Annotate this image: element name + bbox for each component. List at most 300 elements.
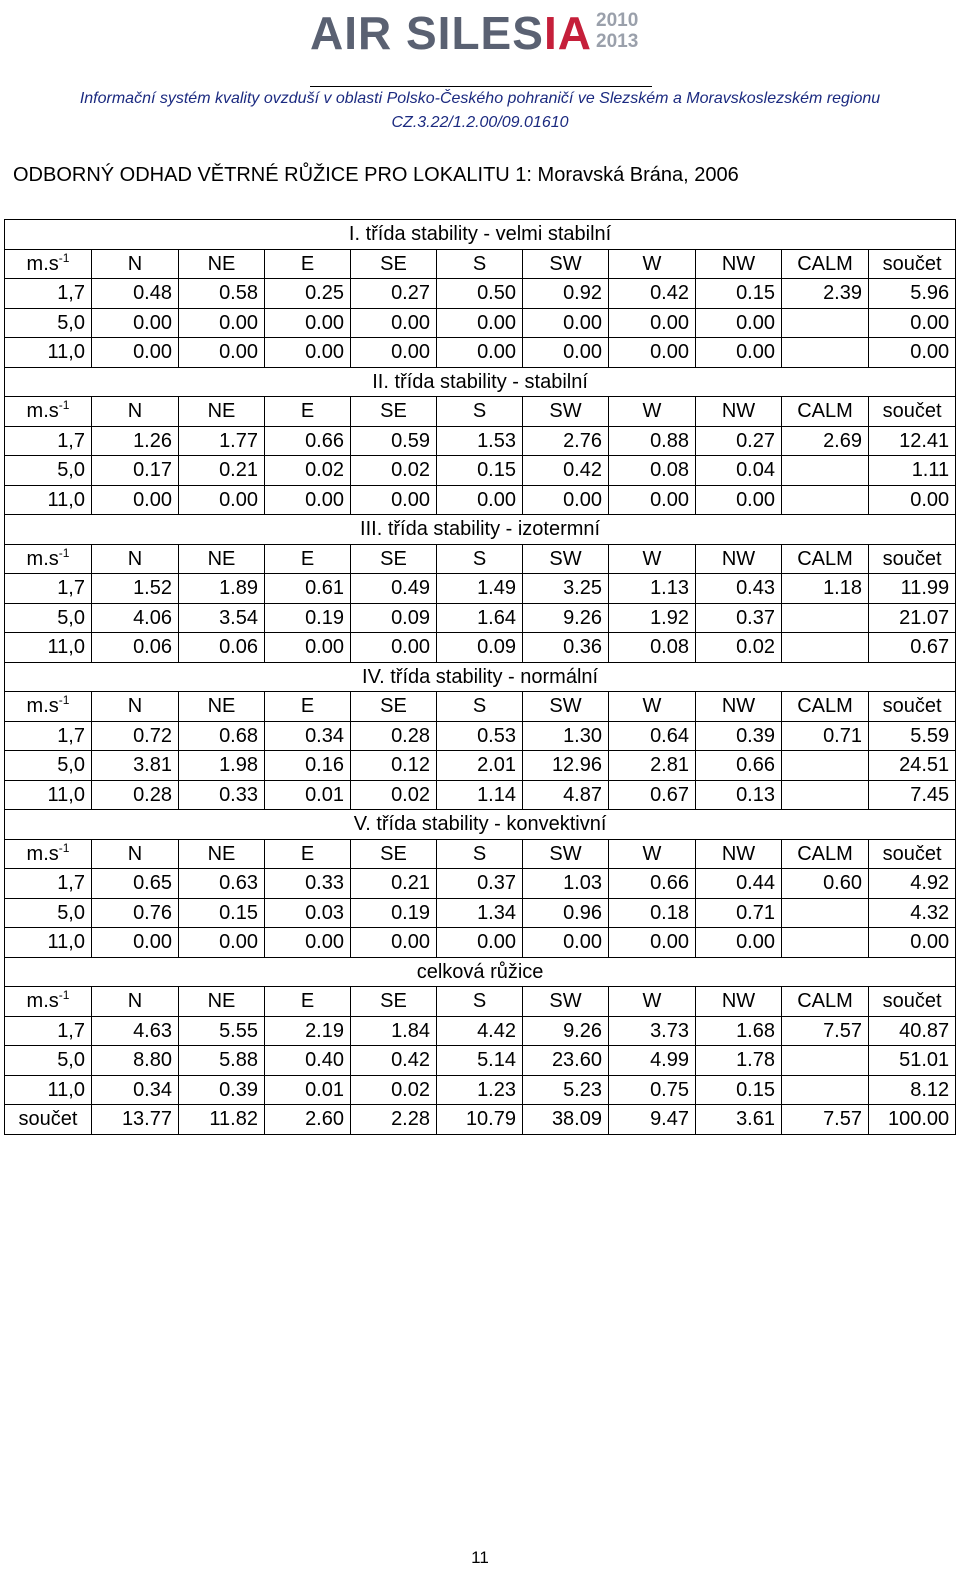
value-cell-sum: 7.45 (869, 780, 956, 810)
value-cell-calm: 0.60 (782, 869, 869, 899)
value-cell-calm (782, 485, 869, 515)
unit-header (5, 544, 92, 574)
column-header-sum: součet (869, 692, 956, 722)
column-header-calm: CALM (782, 249, 869, 279)
value-cell-sw: 0.92 (523, 279, 609, 309)
logo-name-part2: IA (543, 7, 592, 59)
value-cell-sw: 0.00 (523, 928, 609, 958)
value-cell-se: 0.49 (351, 574, 437, 604)
value-cell-sum: 11.99 (869, 574, 956, 604)
unit-header (5, 692, 92, 722)
column-header-sw: SW (523, 544, 609, 574)
section-title: II. třída stability - stabilní (5, 367, 956, 397)
column-header-s: S (437, 397, 523, 427)
value-cell-s: 1.49 (437, 574, 523, 604)
column-header-calm: CALM (782, 987, 869, 1017)
value-cell-s: 0.53 (437, 721, 523, 751)
column-header-sum: součet (869, 544, 956, 574)
value-cell-e: 2.60 (265, 1105, 351, 1135)
value-cell-s: 1.53 (437, 426, 523, 456)
value-cell-se: 0.00 (351, 338, 437, 368)
column-header-s: S (437, 544, 523, 574)
value-cell-sw: 4.87 (523, 780, 609, 810)
value-cell-sum: 8.12 (869, 1075, 956, 1105)
column-header-se: SE (351, 839, 437, 869)
column-header-s: S (437, 692, 523, 722)
value-cell-se: 0.19 (351, 898, 437, 928)
value-cell-w: 0.00 (609, 338, 696, 368)
value-cell-nw: 3.61 (696, 1105, 782, 1135)
column-header-n: N (92, 544, 179, 574)
column-header-row (5, 249, 956, 279)
unit-exponent: -1 (58, 250, 70, 265)
value-cell-s: 2.01 (437, 751, 523, 781)
value-cell-nw: 0.66 (696, 751, 782, 781)
column-header-sw: SW (523, 249, 609, 279)
value-cell-n: 13.77 (92, 1105, 179, 1135)
value-cell-sum: 24.51 (869, 751, 956, 781)
value-cell-n: 0.17 (92, 456, 179, 486)
table-row-row-5-0 (5, 1046, 956, 1076)
column-header-row (5, 839, 956, 869)
table-row-row-11-0 (5, 1075, 956, 1105)
value-cell-n: 0.34 (92, 1075, 179, 1105)
value-cell-sw: 0.42 (523, 456, 609, 486)
value-cell-calm: 0.71 (782, 721, 869, 751)
value-cell-sum: 0.67 (869, 633, 956, 663)
value-cell-w: 0.88 (609, 426, 696, 456)
column-header-se: SE (351, 987, 437, 1017)
value-cell-e: 0.00 (265, 485, 351, 515)
column-header-n: N (92, 692, 179, 722)
column-header-s: S (437, 987, 523, 1017)
value-cell-s: 4.42 (437, 1016, 523, 1046)
value-cell-sum: 0.00 (869, 485, 956, 515)
column-header-nw: NW (696, 987, 782, 1017)
column-header-e: E (265, 249, 351, 279)
value-cell-e: 0.25 (265, 279, 351, 309)
value-cell-nw: 0.02 (696, 633, 782, 663)
value-cell-calm (782, 308, 869, 338)
value-cell-s: 0.09 (437, 633, 523, 663)
wind-speed-cell: 1,7 (5, 721, 92, 751)
section-title-row (5, 957, 956, 987)
column-header-sum: součet (869, 987, 956, 1017)
section-title-row (5, 662, 956, 692)
value-cell-ne: 0.00 (179, 338, 265, 368)
section-title: V. třída stability - konvektivní (5, 810, 956, 840)
value-cell-s: 10.79 (437, 1105, 523, 1135)
value-cell-ne: 0.58 (179, 279, 265, 309)
value-cell-ne: 0.33 (179, 780, 265, 810)
value-cell-se: 0.00 (351, 928, 437, 958)
value-cell-nw: 1.78 (696, 1046, 782, 1076)
wind-speed-cell: 5,0 (5, 456, 92, 486)
value-cell-n: 0.76 (92, 898, 179, 928)
page-number: 11 (471, 1548, 489, 1567)
column-header-sum: součet (869, 397, 956, 427)
table-row-row-11-0 (5, 780, 956, 810)
value-cell-nw: 0.71 (696, 898, 782, 928)
column-header-n: N (92, 987, 179, 1017)
value-cell-w: 4.99 (609, 1046, 696, 1076)
wind-speed-cell: součet (5, 1105, 92, 1135)
wind-speed-cell: 11,0 (5, 780, 92, 810)
column-header-sw: SW (523, 987, 609, 1017)
value-cell-ne: 0.63 (179, 869, 265, 899)
value-cell-ne: 3.54 (179, 603, 265, 633)
value-cell-sum: 100.00 (869, 1105, 956, 1135)
value-cell-w: 0.75 (609, 1075, 696, 1105)
value-cell-sum: 51.01 (869, 1046, 956, 1076)
column-header-nw: NW (696, 397, 782, 427)
value-cell-sum: 21.07 (869, 603, 956, 633)
table-row-row-5-0 (5, 751, 956, 781)
value-cell-sum: 40.87 (869, 1016, 956, 1046)
value-cell-ne: 0.21 (179, 456, 265, 486)
value-cell-sw: 5.23 (523, 1075, 609, 1105)
value-cell-w: 0.00 (609, 928, 696, 958)
value-cell-e: 0.00 (265, 928, 351, 958)
value-cell-n: 3.81 (92, 751, 179, 781)
unit-label: m.s (26, 842, 59, 865)
value-cell-calm (782, 633, 869, 663)
value-cell-ne: 1.89 (179, 574, 265, 604)
value-cell-nw: 0.00 (696, 308, 782, 338)
wind-speed-cell: 5,0 (5, 751, 92, 781)
value-cell-calm (782, 456, 869, 486)
value-cell-s: 1.64 (437, 603, 523, 633)
value-cell-n: 0.00 (92, 308, 179, 338)
value-cell-calm (782, 603, 869, 633)
value-cell-w: 0.42 (609, 279, 696, 309)
section-title: IV. třída stability - normální (5, 662, 956, 692)
wind-speed-cell: 11,0 (5, 928, 92, 958)
column-header-w: W (609, 397, 696, 427)
value-cell-sum: 4.92 (869, 869, 956, 899)
value-cell-sum: 5.59 (869, 721, 956, 751)
value-cell-sum: 0.00 (869, 928, 956, 958)
value-cell-e: 0.02 (265, 456, 351, 486)
column-header-sum: součet (869, 839, 956, 869)
value-cell-sw: 3.25 (523, 574, 609, 604)
value-cell-n: 4.63 (92, 1016, 179, 1046)
value-cell-ne: 0.00 (179, 928, 265, 958)
value-cell-s: 0.00 (437, 308, 523, 338)
value-cell-n: 1.52 (92, 574, 179, 604)
logo-years (596, 10, 638, 52)
column-header-n: N (92, 839, 179, 869)
wind-speed-cell: 5,0 (5, 898, 92, 928)
table-row-row-5-0 (5, 456, 956, 486)
column-header-ne: NE (179, 397, 265, 427)
column-header-calm: CALM (782, 839, 869, 869)
value-cell-e: 0.00 (265, 338, 351, 368)
table-row-row-11-0 (5, 633, 956, 663)
column-header-e: E (265, 544, 351, 574)
value-cell-nw: 0.27 (696, 426, 782, 456)
column-header-n: N (92, 249, 179, 279)
value-cell-n: 0.06 (92, 633, 179, 663)
value-cell-e: 0.61 (265, 574, 351, 604)
value-cell-e: 0.34 (265, 721, 351, 751)
value-cell-nw: 1.68 (696, 1016, 782, 1046)
wind-speed-cell: 11,0 (5, 485, 92, 515)
value-cell-se: 0.00 (351, 485, 437, 515)
value-cell-sw: 23.60 (523, 1046, 609, 1076)
value-cell-n: 0.65 (92, 869, 179, 899)
document-title: ODBORNÝ ODHAD VĚTRNÉ RŮŽICE PRO LOKALITU 1: Moravská Brána, 2006 (13, 164, 739, 186)
wind-speed-cell: 5,0 (5, 603, 92, 633)
value-cell-s: 0.50 (437, 279, 523, 309)
value-cell-nw: 0.04 (696, 456, 782, 486)
wind-speed-cell: 1,7 (5, 1016, 92, 1046)
column-header-sw: SW (523, 397, 609, 427)
value-cell-nw: 0.15 (696, 279, 782, 309)
value-cell-nw: 0.00 (696, 928, 782, 958)
value-cell-sum: 4.32 (869, 898, 956, 928)
unit-exponent: -1 (58, 398, 70, 413)
logo-name-part1: AIR SILES (310, 7, 544, 59)
value-cell-e: 2.19 (265, 1016, 351, 1046)
value-cell-ne: 0.00 (179, 308, 265, 338)
value-cell-w: 3.73 (609, 1016, 696, 1046)
value-cell-sw: 12.96 (523, 751, 609, 781)
column-header-w: W (609, 987, 696, 1017)
value-cell-se: 0.09 (351, 603, 437, 633)
value-cell-s: 1.14 (437, 780, 523, 810)
value-cell-se: 0.42 (351, 1046, 437, 1076)
logo-year-start: 2010 (596, 10, 639, 31)
unit-exponent: -1 (58, 545, 70, 560)
table-row-row-1-7 (5, 869, 956, 899)
value-cell-sw: 1.30 (523, 721, 609, 751)
project-code: CZ.3.22/1.2.00/09.01610 (391, 114, 569, 131)
value-cell-n: 0.48 (92, 279, 179, 309)
table-row-row-5-0 (5, 898, 956, 928)
column-header-w: W (609, 544, 696, 574)
value-cell-sum: 0.00 (869, 338, 956, 368)
value-cell-w: 0.67 (609, 780, 696, 810)
table-row-row-1-7 (5, 574, 956, 604)
value-cell-nw: 0.15 (696, 1075, 782, 1105)
wind-speed-cell: 11,0 (5, 338, 92, 368)
section-title: III. třída stability - izotermní (5, 515, 956, 545)
value-cell-calm: 7.57 (782, 1105, 869, 1135)
value-cell-sw: 1.03 (523, 869, 609, 899)
value-cell-nw: 0.39 (696, 721, 782, 751)
logo-year-end: 2013 (596, 31, 639, 52)
value-cell-n: 8.80 (92, 1046, 179, 1076)
value-cell-se: 0.28 (351, 721, 437, 751)
air-silesia-logo (0, 4, 960, 60)
wind-rose-table (4, 219, 956, 1135)
value-cell-sum: 0.00 (869, 308, 956, 338)
value-cell-w: 0.18 (609, 898, 696, 928)
value-cell-n: 0.00 (92, 928, 179, 958)
section-title-row (5, 220, 956, 250)
unit-label: m.s (26, 547, 59, 570)
wind-speed-cell: 1,7 (5, 279, 92, 309)
column-header-nw: NW (696, 249, 782, 279)
value-cell-calm (782, 751, 869, 781)
table-row-row-1-7 (5, 279, 956, 309)
value-cell-se: 2.28 (351, 1105, 437, 1135)
column-header-e: E (265, 692, 351, 722)
value-cell-n: 0.00 (92, 485, 179, 515)
column-header-calm: CALM (782, 397, 869, 427)
column-header-row (5, 397, 956, 427)
column-header-se: SE (351, 397, 437, 427)
value-cell-se: 0.00 (351, 633, 437, 663)
value-cell-se: 0.21 (351, 869, 437, 899)
project-subtitle: Informační systém kvality ovzduší v oblasti Polsko-Českého pohraničí ve Slezském a Moravskoslezském regionu (79, 90, 881, 107)
value-cell-s: 1.34 (437, 898, 523, 928)
section-title-row (5, 515, 956, 545)
value-cell-s: 0.00 (437, 928, 523, 958)
value-cell-ne: 5.55 (179, 1016, 265, 1046)
value-cell-w: 1.92 (609, 603, 696, 633)
value-cell-s: 0.00 (437, 338, 523, 368)
column-header-sw: SW (523, 692, 609, 722)
value-cell-w: 9.47 (609, 1105, 696, 1135)
value-cell-sw: 2.76 (523, 426, 609, 456)
column-header-e: E (265, 397, 351, 427)
value-cell-nw: 0.43 (696, 574, 782, 604)
value-cell-calm: 2.69 (782, 426, 869, 456)
wind-speed-cell: 1,7 (5, 869, 92, 899)
value-cell-sum: 5.96 (869, 279, 956, 309)
column-header-se: SE (351, 544, 437, 574)
column-header-nw: NW (696, 839, 782, 869)
unit-header (5, 839, 92, 869)
column-header-ne: NE (179, 987, 265, 1017)
value-cell-e: 0.16 (265, 751, 351, 781)
header-divider (310, 86, 652, 87)
table-row-row-total (5, 1105, 956, 1135)
unit-label: m.s (26, 400, 59, 423)
value-cell-calm (782, 780, 869, 810)
value-cell-n: 0.28 (92, 780, 179, 810)
value-cell-e: 0.01 (265, 1075, 351, 1105)
unit-exponent: -1 (58, 693, 70, 708)
column-header-n: N (92, 397, 179, 427)
value-cell-sw: 9.26 (523, 603, 609, 633)
value-cell-sw: 0.00 (523, 485, 609, 515)
value-cell-calm: 1.18 (782, 574, 869, 604)
value-cell-ne: 1.98 (179, 751, 265, 781)
value-cell-se: 0.27 (351, 279, 437, 309)
value-cell-w: 2.81 (609, 751, 696, 781)
value-cell-sw: 0.00 (523, 338, 609, 368)
column-header-calm: CALM (782, 544, 869, 574)
value-cell-se: 0.02 (351, 1075, 437, 1105)
column-header-s: S (437, 839, 523, 869)
value-cell-ne: 0.00 (179, 485, 265, 515)
table-row-row-11-0 (5, 928, 956, 958)
column-header-calm: CALM (782, 692, 869, 722)
value-cell-s: 0.37 (437, 869, 523, 899)
value-cell-e: 0.66 (265, 426, 351, 456)
value-cell-calm: 7.57 (782, 1016, 869, 1046)
column-header-e: E (265, 987, 351, 1017)
column-header-row (5, 692, 956, 722)
value-cell-calm: 2.39 (782, 279, 869, 309)
value-cell-n: 0.72 (92, 721, 179, 751)
value-cell-nw: 0.13 (696, 780, 782, 810)
value-cell-ne: 0.68 (179, 721, 265, 751)
value-cell-ne: 0.39 (179, 1075, 265, 1105)
value-cell-sw: 9.26 (523, 1016, 609, 1046)
column-header-ne: NE (179, 249, 265, 279)
section-title: celková růžice (5, 957, 956, 987)
wind-speed-cell: 5,0 (5, 1046, 92, 1076)
value-cell-w: 0.66 (609, 869, 696, 899)
value-cell-nw: 0.37 (696, 603, 782, 633)
value-cell-nw: 0.00 (696, 485, 782, 515)
logo-wordmark (310, 6, 592, 60)
value-cell-s: 5.14 (437, 1046, 523, 1076)
value-cell-s: 1.23 (437, 1075, 523, 1105)
value-cell-nw: 0.44 (696, 869, 782, 899)
value-cell-calm (782, 898, 869, 928)
value-cell-se: 0.59 (351, 426, 437, 456)
table-row-row-5-0 (5, 308, 956, 338)
wind-speed-cell: 11,0 (5, 1075, 92, 1105)
wind-rose-table-body (5, 220, 956, 1135)
column-header-w: W (609, 249, 696, 279)
unit-header (5, 397, 92, 427)
column-header-row (5, 544, 956, 574)
table-row-row-1-7 (5, 1016, 956, 1046)
table-row-row-11-0 (5, 485, 956, 515)
value-cell-w: 0.00 (609, 308, 696, 338)
column-header-w: W (609, 692, 696, 722)
wind-speed-cell: 1,7 (5, 426, 92, 456)
value-cell-nw: 0.00 (696, 338, 782, 368)
section-title-row (5, 367, 956, 397)
value-cell-calm (782, 1046, 869, 1076)
value-cell-se: 0.02 (351, 780, 437, 810)
unit-label: m.s (26, 695, 59, 718)
value-cell-sum: 12.41 (869, 426, 956, 456)
value-cell-e: 0.03 (265, 898, 351, 928)
column-header-se: SE (351, 249, 437, 279)
column-header-ne: NE (179, 692, 265, 722)
value-cell-ne: 1.77 (179, 426, 265, 456)
value-cell-ne: 11.82 (179, 1105, 265, 1135)
value-cell-ne: 0.15 (179, 898, 265, 928)
unit-exponent: -1 (58, 988, 70, 1003)
value-cell-n: 0.00 (92, 338, 179, 368)
table-row-row-1-7 (5, 721, 956, 751)
table-row-row-1-7 (5, 426, 956, 456)
value-cell-w: 1.13 (609, 574, 696, 604)
column-header-w: W (609, 839, 696, 869)
value-cell-s: 0.15 (437, 456, 523, 486)
value-cell-w: 0.00 (609, 485, 696, 515)
unit-label: m.s (26, 990, 59, 1013)
value-cell-se: 0.02 (351, 456, 437, 486)
column-header-nw: NW (696, 544, 782, 574)
value-cell-sw: 0.36 (523, 633, 609, 663)
unit-header (5, 987, 92, 1017)
value-cell-s: 0.00 (437, 485, 523, 515)
column-header-e: E (265, 839, 351, 869)
value-cell-e: 0.00 (265, 633, 351, 663)
value-cell-w: 0.08 (609, 456, 696, 486)
value-cell-sw: 38.09 (523, 1105, 609, 1135)
